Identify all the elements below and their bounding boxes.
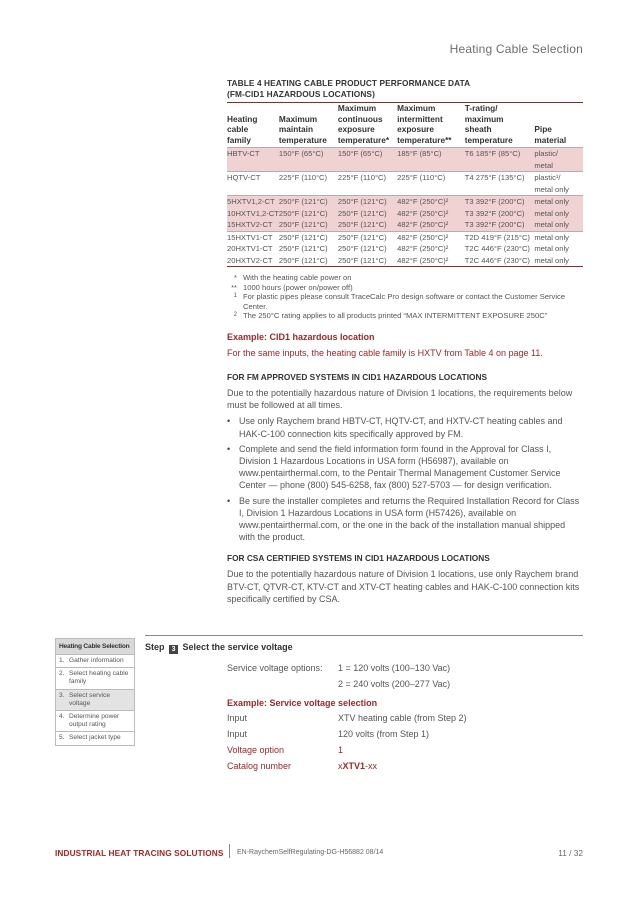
fm-intro: Due to the potentially hazardous nature of Division 1 locations, the requirements below must be followed at all times.: [227, 387, 573, 411]
table-cell-intermittent: 482°F (250°C)²: [397, 219, 465, 231]
sidebar-item-select-service-voltage[interactable]: 3. Select service voltage: [56, 689, 134, 710]
col-family: Heating cable family: [227, 113, 258, 145]
table-note: ** 1000 hours (power on/power off): [231, 282, 353, 292]
table-cell-pipe: metal only: [534, 255, 583, 267]
table-cell-trating: T4 275°F (135°C): [465, 172, 535, 196]
main-content: [227, 78, 583, 605]
table-cell-family: 15HXTV1-CT: [227, 231, 279, 243]
table-cell-intermittent: 185°F (85°C): [397, 148, 465, 172]
table-title: TABLE 4 HEATING CABLE PRODUCT PERFORMANCE DATA (FM-CID1 HAZARDOUS LOCATIONS): [227, 78, 471, 99]
table-cell-intermittent: 482°F (250°C)²: [397, 244, 449, 253]
service-voltage-options: Service voltage options: 1 = 120 volts (100–130 Vac): [227, 663, 451, 673]
sidebar-item-select-jacket-type[interactable]: 5. Select jacket type: [56, 731, 134, 744]
table-row: [227, 243, 583, 255]
sidebar-item-gather-information[interactable]: 1. Gather information: [56, 654, 134, 667]
example-row-input-cable: Input XTV heating cable (from Step 2): [227, 713, 467, 723]
table-row: [227, 219, 583, 231]
example-cid1-title: Example: CID1 hazardous location: [227, 331, 375, 342]
table-row: [227, 231, 583, 243]
table-cell-maintain: 150°F (65°C): [279, 148, 338, 172]
col-intermittent: Maximum intermittent exposure temperature**: [397, 103, 452, 145]
table-cell-family: 15HXTV2-CT: [227, 219, 279, 231]
table-cell-intermittent: 482°F (250°C)²: [397, 231, 465, 243]
table-cell-trating: T2C 446°F (230°C): [464, 244, 530, 253]
table-cell-trating: T2C 446°F (230°C): [465, 255, 535, 267]
list-item: • Use only Raychem brand HBTV-CT, HQTV-CT, and HXTV-CT heating cables and HAK-C-100 connection kits specifically approved by FM.: [227, 415, 583, 439]
table-cell-maintain: 250°F (121°C): [279, 196, 338, 208]
table-row: [227, 208, 583, 220]
table-cell-intermittent: 482°F (250°C)²: [397, 255, 465, 267]
table-cell-trating: T3 392°F (200°C): [465, 196, 535, 208]
table-cell-trating: T3 392°F (200°C): [465, 208, 535, 220]
table-note: * With the heating cable power on: [234, 273, 352, 282]
step-heading: Step 3 Select the service voltage: [145, 642, 293, 653]
step-number-badge: 3: [169, 645, 178, 654]
page-footer: [55, 848, 583, 862]
col-trating: T-rating/ maximum sheath temperature: [464, 103, 513, 145]
page-header-title: Heating Cable Selection: [449, 42, 583, 56]
table-cell-maintain: 225°F (110°C): [279, 172, 338, 196]
table-cell-pipe: metal only: [534, 196, 583, 208]
performance-table: [227, 103, 583, 267]
list-item: • Be sure the installer completes and returns the Required Installation Record for Class I, Division 1 Hazardous Locations in USA form (H57426), available on www.pentairthermal.com, or the one in the back of the installation manual shipped with the product.: [227, 495, 583, 544]
footer-doc-id: EN-RaychemSelfRegulating-DG-H56882 08/14: [237, 849, 384, 856]
service-voltage-section: Service voltage options: 1 = 120 volts (100–130 Vac) 2 = 240 volts (200–277 Vac) Example: Service voltage selection Input XTV heating cable (from Step 2) Input 120 volts (from Step 1) Voltage option 1 Catalog number xXTV1-xx: [227, 662, 583, 776]
fm-heading: FOR FM APPROVED SYSTEMS IN CID1 HAZARDOUS LOCATIONS: [227, 371, 487, 382]
col-maintain: Maximum maintain temperature: [278, 113, 327, 145]
list-item: • Complete and send the field information form found in the Approval for Class I, Division 1 Hazardous Locations in USA form (H56987), available on www.pentairthermal.com, to the Pentair Thermal Management Customer Service Center — phone (800) 545-6258, fax (800) 527-5703 — for design verification.: [227, 443, 583, 492]
table-cell-pipe: plastic/ metal: [534, 148, 583, 172]
example-cid1-text: For the same inputs, the heating cable family is HXTV from Table 4 on page 11.: [227, 347, 543, 358]
table-cell-continuous: 250°F (121°C): [338, 219, 397, 231]
col-continuous: Maximum continuous exposure temperature*: [337, 103, 390, 145]
footer-brand: INDUSTRIAL HEAT TRACING SOLUTIONS: [55, 848, 224, 858]
table-cell-family: 20HXTV1-CT: [227, 244, 273, 253]
table-cell-trating: T2D 419°F (215°C): [465, 231, 535, 243]
table-notes: [227, 273, 583, 321]
step-divider: [145, 635, 583, 636]
page-number: 11 / 32: [558, 848, 583, 858]
csa-text: Due to the potentially hazardous nature of Division 1 locations, use only Raychem brand BTV-CT, QTVR-CT, KTV-CT and XTV-CT heating cables and HAK-C-100 connection kits specifically certified by CSA.: [227, 569, 580, 604]
csa-heading: FOR CSA CERTIFIED SYSTEMS IN CID1 HAZARDOUS LOCATIONS: [227, 553, 490, 564]
table-row: [227, 196, 583, 208]
table-cell-family: 20HXTV2-CT: [227, 255, 279, 267]
example-row-voltage-option: Voltage option 1: [227, 745, 344, 755]
table-cell-intermittent: 225°F (110°C): [397, 172, 465, 196]
table-cell-pipe: metal only: [534, 244, 569, 253]
table-cell-family: HQTV-CT: [227, 172, 279, 196]
example-row-input-voltage: Input 120 volts (from Step 1): [227, 729, 430, 739]
table-cell-pipe: metal only: [534, 208, 583, 220]
table-row: [227, 172, 583, 196]
table-cell-continuous: 250°F (121°C): [338, 231, 397, 243]
table-note: 2 The 250°C rating applies to all products printed “MAX INTERMITTENT EXPOSURE 250C”: [233, 311, 548, 321]
table-cell-maintain: 250°F (121°C): [279, 255, 338, 267]
sidebar-title: Heating Cable Selection: [56, 639, 134, 654]
table-cell-pipe: plastic¹/ metal only: [534, 172, 583, 196]
table-note: 1 For plastic pipes please consult TraceCalc Pro design software or contact the Customer Service Center.: [233, 292, 566, 311]
table-cell-continuous: 150°F (65°C): [338, 148, 397, 172]
table-cell-intermittent: 482°F (250°C)²: [397, 208, 465, 220]
example-voltage-title: Example: Service voltage selection: [227, 698, 378, 708]
sidebar-item-determine-power-output[interactable]: 4. Determine power output rating: [56, 710, 134, 731]
footer-divider: [229, 844, 230, 858]
example-row-catalog-number: Catalog number xXTV1-xx: [227, 761, 378, 771]
table-cell-continuous: 225°F (110°C): [338, 172, 397, 196]
table-row: [227, 255, 583, 267]
table-header-row: [227, 103, 583, 148]
table-cell-maintain: 250°F (121°C): [279, 219, 338, 231]
table-cell-trating: T3 392°F (200°C): [465, 219, 535, 231]
fm-bullet-list: [227, 415, 583, 543]
table-cell-family: HBTV-CT: [227, 148, 279, 172]
table-row: [227, 148, 583, 172]
table-body: [227, 148, 583, 267]
col-pipe: Pipe material: [534, 124, 567, 145]
table-cell-maintain: 250°F (121°C): [279, 231, 338, 243]
table-cell-maintain: 250°F (121°C): [279, 208, 338, 220]
step-sidebar: [55, 638, 135, 746]
table-cell-continuous: 250°F (121°C): [338, 196, 397, 208]
table-cell-family: 10HXTV1,2-CT: [227, 208, 279, 218]
table-cell-trating: T6 185°F (85°C): [465, 148, 535, 172]
table-cell-continuous: 250°F (121°C): [338, 255, 397, 267]
table-cell-continuous: 250°F (121°C): [337, 244, 387, 253]
table-cell-pipe: metal only: [534, 231, 583, 243]
table-cell-continuous: 250°F (121°C): [338, 208, 397, 220]
table-cell-maintain: 250°F (121°C): [278, 244, 328, 253]
sidebar-item-select-heating-cable-family[interactable]: 2. Select heating cable family: [56, 667, 134, 688]
table-cell-pipe: metal only: [534, 219, 583, 231]
table-cell-family: 5HXTV1,2-CT: [227, 196, 279, 208]
table-cell-intermittent: 482°F (250°C)²: [397, 196, 465, 208]
